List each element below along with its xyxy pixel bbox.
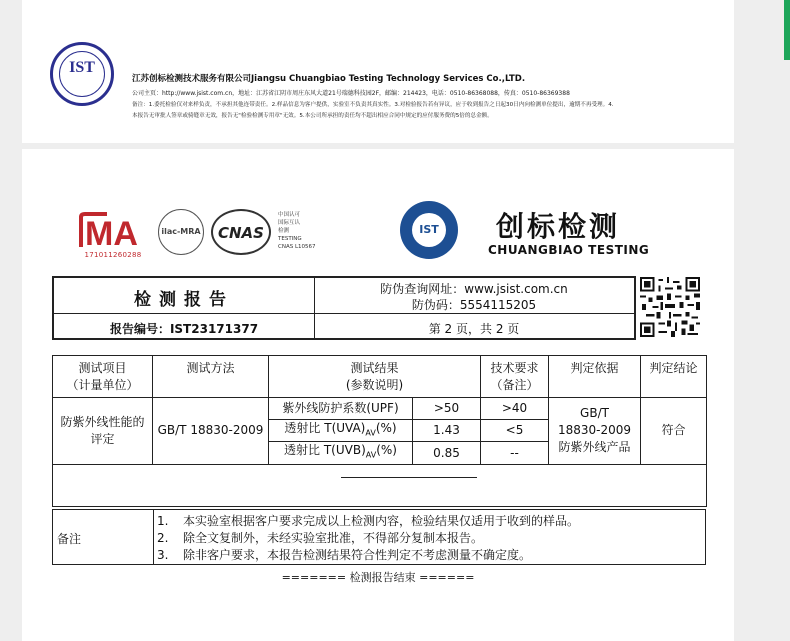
result-value: >50 xyxy=(413,398,481,420)
ist-brand-logo: IST xyxy=(400,201,458,259)
result-param: 紫外线防护系数(UPF) xyxy=(269,398,413,420)
notice-line-2: 本报告无审批人签章或骑缝章无效，报告无"检验检测专用章"无效。5.本公司所承担的责任均不超出相应合同中规定的应付服务费的5倍的总金额。 xyxy=(132,113,493,119)
requirement-value: -- xyxy=(481,442,549,464)
report-page-1 xyxy=(22,0,734,143)
cnas-accreditation-text: 中国认可 国际互认 检测 TESTING CNAS L10567 xyxy=(278,212,316,250)
test-method-value: GB/T 18830-2009 xyxy=(153,398,269,465)
page-info: 第 2 页，共 2 页 xyxy=(428,322,520,336)
report-number: 报告编号：IST23171377 xyxy=(109,322,259,336)
basis-value: GB/T 18830-2009 防紫外线产品 xyxy=(549,398,641,465)
cma-number: 171011260288 xyxy=(84,251,142,259)
header-conclusion: 判定结论 xyxy=(641,356,707,398)
anti-fake-url: 防伪查询网址：www.jsist.com.cn xyxy=(380,282,568,296)
brand-name-chinese: 创标检测 xyxy=(496,210,621,243)
header-requirement: 技术要求 （备注） xyxy=(481,356,549,398)
company-contact: 公司主页：http://www.jsist.com.cn，地址：江苏省江阴市周庄东风大道21号瑞德科技园2F，邮编：214423，电话：0510-86368088，传真：0510-86369388 xyxy=(132,90,570,97)
remarks-label: 备注 xyxy=(57,532,82,546)
cnas-logo: CNAS xyxy=(211,209,271,255)
report-end-marker: ======= 检测报告结束 ====== xyxy=(281,571,475,584)
blank-row xyxy=(53,464,707,506)
remark-item: 1. 本实验室根据客户要求完成以上检测内容，检验结果仅适用于收到的样品。 xyxy=(157,514,580,528)
requirement-value: <5 xyxy=(481,420,549,442)
test-item-name: 防紫外线性能的 评定 xyxy=(53,398,153,465)
remark-item: 3. 除非客户要求，本报告检测结果符合性判定不考虑测量不确定度。 xyxy=(157,548,532,562)
header-test-method: 测试方法 xyxy=(153,356,269,398)
svg-text:MA: MA xyxy=(85,215,138,251)
result-value: 0.85 xyxy=(413,442,481,464)
result-value: 1.43 xyxy=(413,420,481,442)
header-test-result: 测试结果 (参数说明) xyxy=(269,356,481,398)
test-results-table xyxy=(52,355,707,507)
notice-line-1: 备注：1.委托检验仅对来样负责，不承担其他连带责任。2.样品信息为客户提供，实验室不负责其真实性。3.对检验报告若有异议，应于收到报告之日起30日内向检测单位提出，逾期不再受理。4. xyxy=(132,102,614,108)
remark-item: 2. 除全文复制外，未经实验室批准，不得部分复制本报告。 xyxy=(157,531,484,545)
qr-code xyxy=(640,277,700,337)
report-header-box xyxy=(52,276,636,340)
requirement-value: >40 xyxy=(481,398,549,420)
header-test-item: 测试项目 （计量单位） xyxy=(53,356,153,398)
scroll-indicator xyxy=(784,0,790,60)
seal-text: IST xyxy=(69,59,95,76)
result-param: 透射比 $T(UVB)_{AV}(\%)$ xyxy=(269,442,413,464)
cma-logo xyxy=(77,211,147,251)
anti-fake-code: 防伪码：5554115205 xyxy=(411,298,537,312)
result-param: 透射比 $T(UVA)_{AV}(\%)$ xyxy=(269,420,413,442)
report-page-2 xyxy=(22,149,734,641)
report-title: 检测报告 xyxy=(134,290,234,310)
company-name: 江苏创标检测技术服务有限公司Jiangsu Chuangbiao Testing Technology Services Co.,LTD. xyxy=(132,74,526,84)
brand-name-english: CHUANGBIAO TESTING xyxy=(488,243,650,257)
ist-seal-logo xyxy=(50,42,114,106)
conclusion-value: 符合 xyxy=(641,398,707,465)
remarks-box xyxy=(52,509,706,565)
ilac-mra-logo: ilac-MRA xyxy=(158,209,204,255)
header-basis: 判定依据 xyxy=(549,356,641,398)
